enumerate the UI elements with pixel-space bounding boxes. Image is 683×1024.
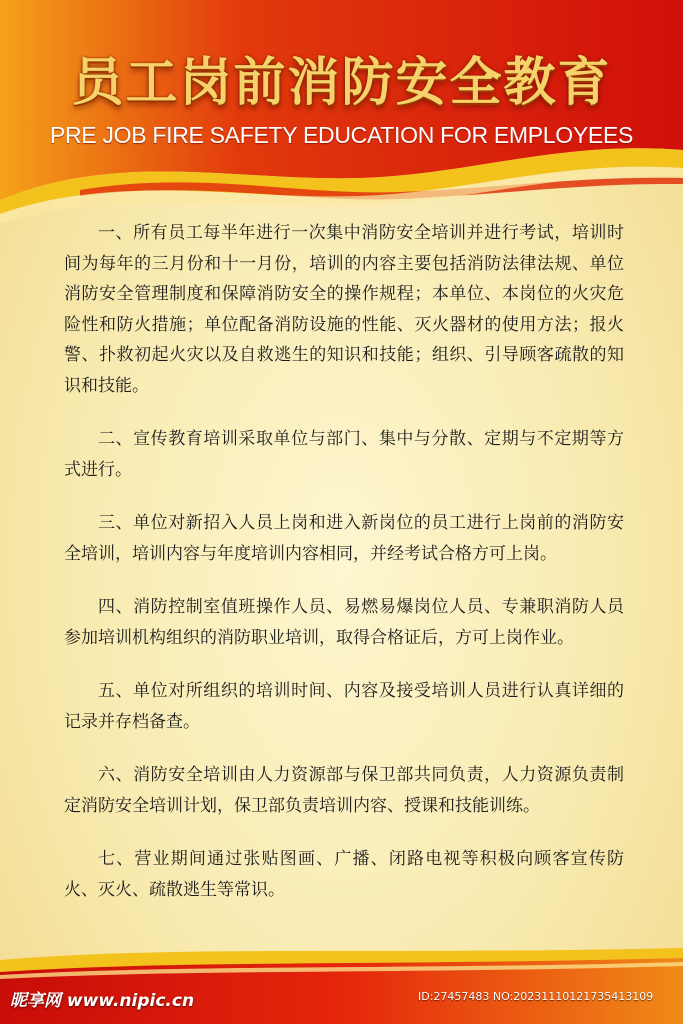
paragraph-7: 七、营业期间通过张贴图画、广播、闭路电视等积极向顾客宣传防火、灭火、疏散逃生等常识。 xyxy=(64,849,624,900)
paragraph-5: 五、单位对所组织的培训时间、内容及接受培训人员进行认真详细的记录并存档备查。 xyxy=(64,681,624,732)
watermark-brand: 昵享网 www.nipic.cn xyxy=(10,991,195,1011)
poster-title: 员工岗前消防安全教育 xyxy=(71,52,612,113)
paragraph-3: 三、单位对新招入人员上岗和进入新岗位的员工进行上岗前的消防安全培训，培训内容与年度培训内容相同，并经考试合格方可上岗。 xyxy=(64,513,624,564)
watermark-id: ID:27457483 NO:20231110121735413109 xyxy=(418,990,654,1003)
paragraph-2: 二、宣传教育培训采取单位与部门、集中与分散、定期与不定期等方式进行。 xyxy=(64,429,624,480)
paragraph-4: 四、消防控制室值班操作人员、易燃易爆岗位人员、专兼职消防人员参加培训机构组织的消防职业培训，取得合格证后，方可上岗作业。 xyxy=(64,597,624,648)
poster-subtitle: PRE JOB FIRE SAFETY EDUCATION FOR EMPLOYEES xyxy=(49,122,634,148)
paragraph-1: 一、所有员工每半年进行一次集中消防安全培训并进行考试，培训时间为每年的三月份和十一月份，培训的内容主要包括消防法律法规、单位消防安全管理制度和保障消防安全的操作规程；本单位、本岗位的火灾危险性和防火措施；单位配备消防设施的性能、灭火器材的使用方法；报火警、扑救初起火灾以及自救逃生的知识和技能；组织、引导顾客疏散的知识和技能。 xyxy=(64,223,624,396)
content-body xyxy=(64,218,624,928)
paragraph-6: 六、消防安全培训由人力资源部与保卫部共同负责，人力资源负责制定消防安全培训计划，保卫部负责培训内容、授课和技能训练。 xyxy=(64,765,624,816)
